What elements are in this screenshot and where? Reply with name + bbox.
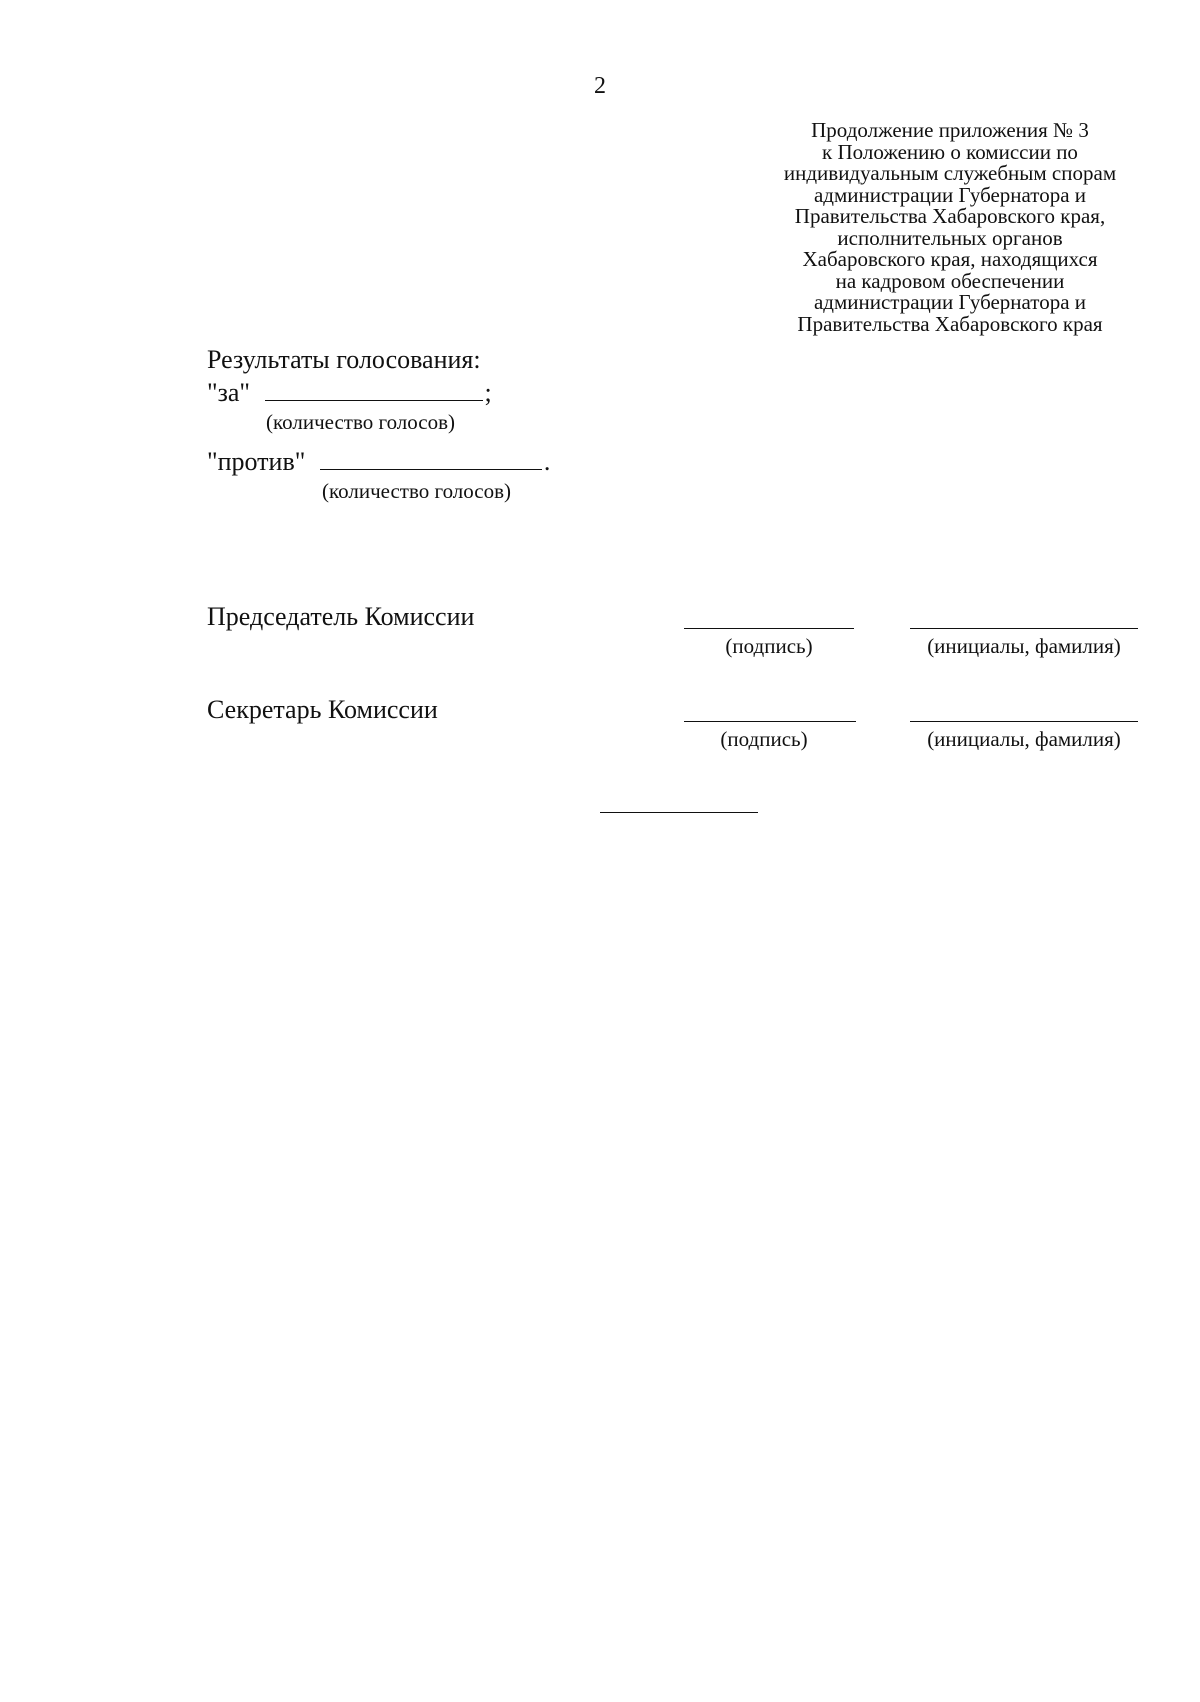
page-number: 2 [594,73,606,99]
appendix-header-line: Правительства Хабаровского края, [794,204,1106,228]
appendix-header-line: Продолжение приложения № 3 [811,118,1089,142]
vote-against-caption: (количество голосов) [322,479,512,503]
appendix-header [745,120,1155,335]
vote-against-row [207,447,550,477]
secretary-role: Секретарь Комиссии [207,695,438,724]
secretary-signature-line[interactable] [684,721,856,722]
appendix-header-line: Хабаровского края, находящихся [802,247,1098,271]
vote-for-punct: ; [484,378,492,407]
voting-results-title: Результаты голосования: [207,345,481,374]
appendix-header-line: Правительства Хабаровского края [797,311,1103,336]
secretary-name-line[interactable] [910,721,1138,722]
chairman-role: Председатель Комиссии [207,602,475,631]
appendix-header-line: исполнительных органов [837,225,1063,250]
vote-against-label: "против" [207,447,306,476]
vote-against-blank[interactable] [320,447,542,470]
appendix-header-line: к Положению о комиссии по [822,139,1078,164]
vote-against-punct: . [543,447,551,476]
appendix-header-line: индивидуальным служебным спорам [783,161,1117,185]
chairman-name-line[interactable] [910,628,1138,629]
secretary-signature-caption: (подпись) [720,727,808,751]
chairman-signature-line[interactable] [684,628,854,629]
chairman-name-caption: (инициалы, фамилия) [927,634,1121,658]
secretary-name-caption: (инициалы, фамилия) [927,727,1121,751]
vote-for-row [207,378,492,408]
vote-for-caption: (количество голосов) [266,410,456,434]
vote-for-blank[interactable] [265,378,483,401]
chairman-signature-caption: (подпись) [725,634,813,658]
appendix-header-line: на кадровом обеспечении [835,268,1065,293]
appendix-header-line: администрации Губернатора и [813,290,1087,314]
appendix-header-line: администрации Губернатора и [813,182,1087,207]
end-of-document-rule [600,812,758,813]
vote-for-label: "за" [207,378,251,407]
